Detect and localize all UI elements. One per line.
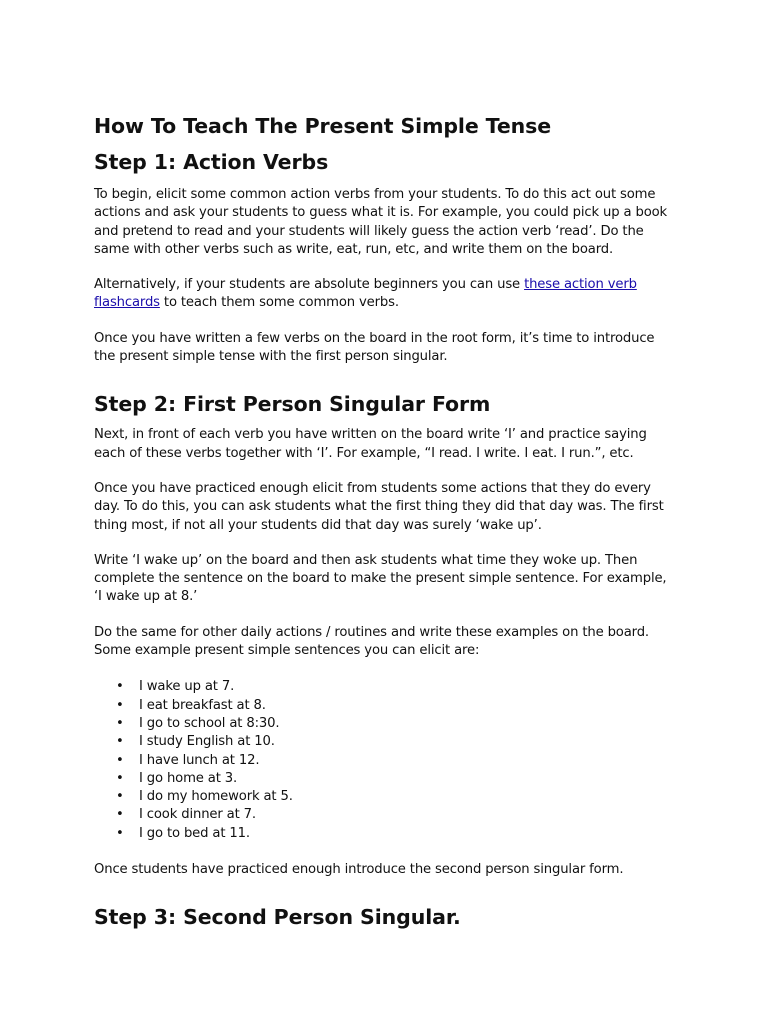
bullet-icon: • bbox=[116, 807, 124, 823]
bullet-icon: • bbox=[116, 679, 124, 695]
step1-paragraph-flashcards bbox=[94, 276, 684, 313]
bullet-icon: • bbox=[116, 715, 124, 731]
step3-heading: Step 3: Second Person Singular. bbox=[94, 905, 461, 930]
list-item-text: I go to bed at 11. bbox=[139, 825, 250, 841]
text-line: same with other verbs such as write, eat, run, etc, and write them on the board. bbox=[94, 241, 614, 257]
list-item-text: I go home at 3. bbox=[139, 770, 238, 786]
link-text-line: these action verb bbox=[524, 277, 637, 293]
text-line: Do the same for other daily actions / routines and write these examples on the board. bbox=[94, 624, 649, 640]
list-item bbox=[94, 715, 684, 733]
list-item-text: I wake up at 7. bbox=[139, 679, 235, 695]
list-item-text: I cook dinner at 7. bbox=[139, 807, 256, 823]
bullet-icon: • bbox=[116, 789, 124, 805]
list-item bbox=[94, 733, 684, 751]
step1-paragraph-transition bbox=[94, 330, 684, 367]
step2-paragraph-routines bbox=[94, 624, 684, 661]
text-line: and pretend to read and your students will likely guess the action verb ‘read’. Do the bbox=[94, 223, 644, 239]
list-item bbox=[94, 788, 684, 806]
list-item bbox=[94, 752, 684, 770]
list-item-text: I eat breakfast at 8. bbox=[139, 697, 266, 713]
list-item-text: I do my homework at 5. bbox=[139, 789, 293, 805]
step2-paragraph-elicit bbox=[94, 480, 684, 535]
list-item-text: I study English at 10. bbox=[139, 734, 275, 750]
text-line: the present simple tense with the first person singular. bbox=[94, 349, 448, 365]
step2-paragraph-closing: Once students have practiced enough introduce the second person singular form. bbox=[94, 862, 624, 878]
text-line: ‘I wake up at 8.’ bbox=[94, 589, 198, 605]
list-item bbox=[94, 770, 684, 788]
text-line: thing most, if not all your students did that day was surely ‘wake up’. bbox=[94, 517, 542, 533]
list-item bbox=[94, 806, 684, 824]
text-line: complete the sentence on the board to make the present simple sentence. For example, bbox=[94, 571, 667, 587]
document-title: How To Teach The Present Simple Tense bbox=[94, 114, 552, 138]
text-line: To begin, elicit some common action verbs from your students. To do this act out some bbox=[94, 187, 656, 202]
text-segment: Alternatively, if your students are absolute beginners you can use bbox=[94, 277, 525, 293]
bullet-icon: • bbox=[116, 752, 124, 768]
text-segment: to teach them some common verbs. bbox=[159, 295, 399, 311]
example-sentences-list bbox=[94, 678, 684, 843]
text-line: day. To do this, you can ask students what the first thing they did that day was. The first bbox=[94, 499, 664, 515]
step1-heading: Step 1: Action Verbs bbox=[94, 150, 329, 174]
text-line: actions and ask your students to guess what it is. For example, you could pick up a book bbox=[94, 205, 668, 221]
step2-heading: Step 2: First Person Singular Form bbox=[94, 392, 491, 417]
text-line: each of these verbs together with ‘I’. For example, “I read. I write. I eat. I run.”, etc. bbox=[94, 445, 634, 461]
bullet-icon: • bbox=[116, 825, 124, 841]
bullet-icon: • bbox=[116, 770, 124, 786]
link-text-line: flashcards bbox=[94, 295, 160, 311]
list-item bbox=[94, 678, 684, 696]
bullet-icon: • bbox=[116, 697, 124, 713]
text-line: Once you have practiced enough elicit from students some actions that they do every bbox=[94, 480, 651, 496]
text-line: Write ‘I wake up’ on the board and then ask students what time they woke up. Then bbox=[94, 552, 638, 568]
list-item bbox=[94, 825, 684, 843]
list-item-text: I have lunch at 12. bbox=[139, 752, 260, 768]
list-item bbox=[94, 697, 684, 715]
text-line: Some example present simple sentences you can elicit are: bbox=[94, 643, 480, 659]
list-item-text: I go to school at 8:30. bbox=[139, 715, 280, 731]
step1-paragraph-intro bbox=[94, 186, 684, 259]
text-line: Next, in front of each verb you have written on the board write ‘I’ and practice saying bbox=[94, 427, 647, 443]
text-line: Once you have written a few verbs on the board in the root form, it’s time to introduce bbox=[94, 330, 655, 346]
step2-paragraph-intro bbox=[94, 426, 684, 463]
step2-paragraph-wake-up bbox=[94, 552, 684, 607]
bullet-icon: • bbox=[116, 734, 124, 750]
document-page bbox=[94, 112, 684, 931]
